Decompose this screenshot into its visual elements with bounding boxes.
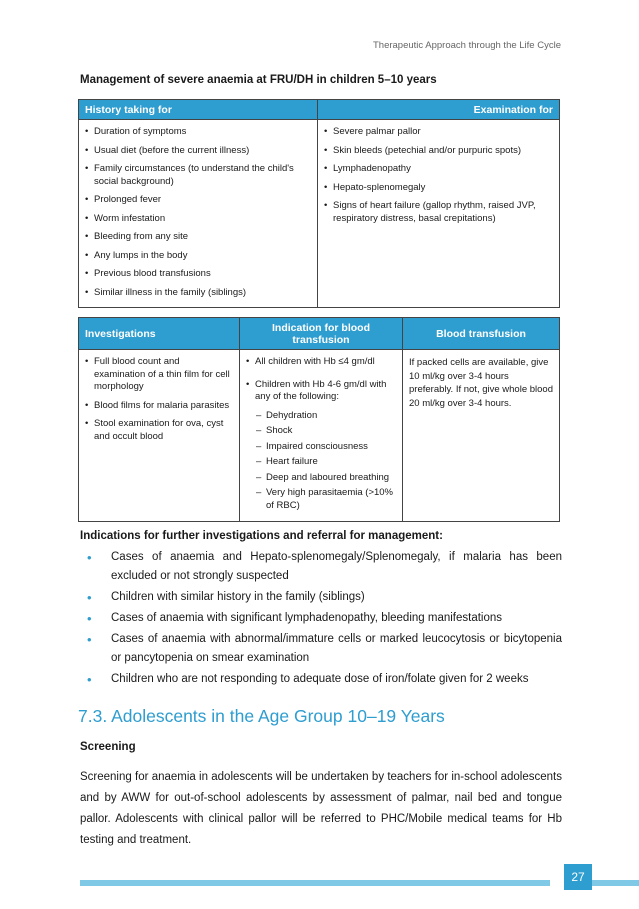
running-header: Therapeutic Approach through the Life Cycle xyxy=(372,40,561,51)
condition-item: – Impaired consciousness xyxy=(256,440,368,452)
screening-title: Screening xyxy=(80,741,136,753)
condition-item: – Shock xyxy=(256,425,293,436)
list-item: • Children who are not responding to adequate dose of iron/folate given for 2 weeks xyxy=(80,670,562,689)
bullet-icon: • xyxy=(87,632,92,647)
list-item: • Full blood count and examination of a thin film for cell morphology xyxy=(85,356,230,392)
further-investigations-title: Indications for further investigations and referral for management: xyxy=(80,530,443,542)
footer-rule-right xyxy=(592,880,639,886)
list-item: • Cases of anaemia with abnormal/immature cells or marked leucocytosis or bicytopenia or pancytopenia on smear examination xyxy=(80,630,562,668)
investigations-header: Investigations xyxy=(79,318,240,350)
indication-header: Indication for blood transfusion xyxy=(240,318,403,350)
page-number: 27 xyxy=(564,864,592,890)
investigations-table xyxy=(78,317,560,522)
list-item: • All children with Hb ≤4 gm/dl xyxy=(246,356,375,367)
list-item: • Bleeding from any site xyxy=(85,231,188,242)
condition-item: – Dehydration xyxy=(256,409,318,421)
examination-cell xyxy=(318,120,560,308)
condition-item: – Deep and laboured breathing xyxy=(256,471,390,483)
footer-rule xyxy=(80,880,550,886)
list-item: • Family circumstances (to understand the child's social background) xyxy=(85,163,294,187)
list-item: • Cases of anaemia with significant lymphadenopathy, bleeding manifestations xyxy=(80,609,562,628)
list-item: • Hepato-splenomegaly xyxy=(324,181,426,193)
examination-header: Examination for xyxy=(318,100,560,120)
section-title: Management of severe anaemia at FRU/DH in children 5–10 years xyxy=(80,74,437,86)
list-item: • Cases of anaemia and Hepato-splenomegaly/Splenomegaly, if malaria has been excluded or not strongly suspected xyxy=(80,548,562,586)
list-item: • Prolonged fever xyxy=(85,194,162,205)
list-item: • Any lumps in the body xyxy=(85,249,188,261)
list-item: • Skin bleeds (petechial and/or purpuric spots) xyxy=(324,144,521,156)
list-item: • Duration of symptoms xyxy=(85,126,187,137)
indication-cell xyxy=(240,350,403,522)
screening-paragraph: Screening for anaemia in adolescents will be undertaken by teachers for in-school adolescents and by AWW for out-of-school adolescents by assessment of palmar, nail bed and tongue pallor. Adolescents with clinical pallor will be referred to PHC/Mobile medical teams for Hb testing and treatment. xyxy=(80,771,562,846)
bullet-icon: • xyxy=(87,550,92,565)
history-cell xyxy=(79,120,318,308)
condition-item: – Very high parasitaemia (>10% of RBC) xyxy=(256,487,394,511)
list-item: • Blood films for malaria parasites xyxy=(85,399,230,411)
bullet-icon: • xyxy=(87,590,92,605)
history-header: History taking for xyxy=(79,100,318,120)
list-item: • Signs of heart failure (gallop rhythm, raised JVP, respiratory distress, basal crepitations) xyxy=(324,200,536,224)
history-examination-table xyxy=(78,99,560,308)
bullet-icon: • xyxy=(87,672,92,687)
list-item: • Similar illness in the family (siblings) xyxy=(85,286,247,298)
condition-item: – Heart failure xyxy=(256,456,318,467)
list-item: • Stool examination for ova, cyst and occult blood xyxy=(85,418,224,442)
transfusion-header: Blood transfusion xyxy=(403,318,560,350)
investigations-cell xyxy=(79,350,240,522)
list-item: • Severe palmar pallor xyxy=(324,126,421,137)
chapter-title: 7.3. Adolescents in the Age Group 10–19 Years xyxy=(78,706,445,726)
list-item: • Children with Hb 4-6 gm/dl with any of the following: xyxy=(246,378,387,402)
transfusion-cell xyxy=(403,350,560,522)
bullet-icon: • xyxy=(87,611,92,626)
list-item: • Children with similar history in the family (siblings) xyxy=(80,588,562,607)
list-item: • Previous blood transfusions xyxy=(85,268,211,279)
referral-list xyxy=(80,548,562,691)
list-item: • Worm infestation xyxy=(85,212,166,224)
transfusion-text: If packed cells are available, give 10 ml/kg over 3-4 hours preferably. If not, give whole blood 20 ml/kg over 3-4 hours. xyxy=(409,357,553,409)
list-item: • Usual diet (before the current illness) xyxy=(85,144,250,156)
list-item: • Lymphadenopathy xyxy=(324,163,411,174)
